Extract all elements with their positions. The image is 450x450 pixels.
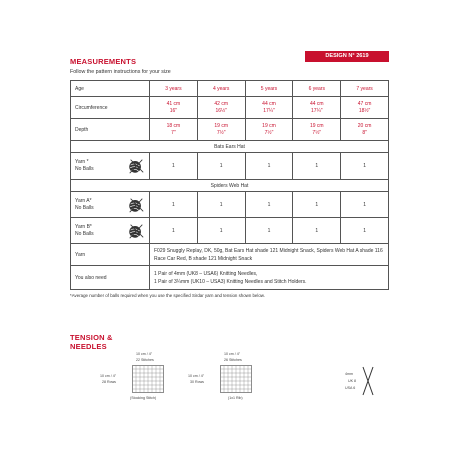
depth-cell: 19 cm 7½" [245, 119, 293, 141]
depth-cell: 19 cm 7½" [293, 119, 341, 141]
circumference-row [71, 97, 389, 119]
yarn-a-label-cell [71, 192, 150, 218]
needle-size [345, 366, 390, 396]
measurements-heading: MEASUREMENTS [70, 57, 137, 66]
ball-count-cell: 1 [245, 218, 293, 244]
ball-count-cell: 1 [341, 192, 389, 218]
bats-ears-hat-title: Bats Ears Hat [71, 141, 389, 153]
ball-count-cell: 1 [245, 153, 293, 180]
intro-text: Follow the pattern instructions for your size [70, 69, 171, 75]
spiders-web-hat-title: Spiders Web Hat [71, 180, 389, 192]
also-need-text: 1 Pair of 4mm (UK8 – USA6) Knitting Needles, 1 Pair of 3¼mm (UK10 – USA3) Knitting Needles and Stitch Holders. [150, 266, 389, 290]
ball-count-cell: 1 [197, 218, 245, 244]
depth-cell: 19 cm 7½" [197, 119, 245, 141]
age-row [71, 81, 389, 97]
rib-gauge [188, 352, 298, 412]
gauge-stitches-label: 22 Stitches [136, 358, 154, 362]
gauge-height-label: 10 cm / 4" [188, 374, 205, 378]
rib-grid-icon [220, 365, 252, 393]
circumference-cell: 42 cm 16½" [197, 97, 245, 119]
spiders-yarn-a-row [71, 192, 389, 218]
footnote: *Average number of balls required when you use the specified Sirdar yarn and tension shown below. [70, 293, 265, 298]
gauge-width-label: 10 cm / 4" [136, 352, 153, 356]
yarn-a-label: Yarn A* [75, 197, 92, 204]
age-cell: 6 years [293, 81, 341, 97]
depth-cell: 18 cm 7" [150, 119, 198, 141]
yarn-ball-icon [127, 157, 145, 175]
circumference-cell: 47 cm 18½" [341, 97, 389, 119]
yarn-label: Yarn * [75, 159, 89, 165]
ball-count-cell: 1 [150, 218, 198, 244]
tension-needles-heading: TENSION & NEEDLES [70, 333, 113, 351]
needle-mm-label: 4mm [345, 372, 353, 376]
ball-count-cell: 1 [197, 153, 245, 180]
spiders-web-section-row [71, 180, 389, 192]
ball-count-cell: 1 [293, 153, 341, 180]
stocking-stitch-caption: (Stocking Stitch) [130, 396, 157, 400]
yarn-ball-icon [127, 222, 145, 240]
age-cell: 7 years [341, 81, 389, 97]
age-cell: 4 years [197, 81, 245, 97]
also-need-label: You also need [71, 266, 150, 290]
bats-yarn-label-cell [71, 153, 150, 180]
ball-count-cell: 1 [293, 218, 341, 244]
measurements-table [70, 80, 389, 290]
gauge-rows-label: 28 Rows [102, 380, 116, 384]
circumference-cell: 41 cm 16" [150, 97, 198, 119]
no-balls-label: No Balls [75, 230, 94, 237]
age-cell: 5 years [245, 81, 293, 97]
ball-count-cell: 1 [293, 192, 341, 218]
gauge-stitches-label: 26 Stitches [224, 358, 242, 362]
gauge-rows-label: 30 Rows [190, 380, 204, 384]
depth-label: Depth [71, 119, 150, 141]
depth-cell: 20 cm 8" [341, 119, 389, 141]
yarn-row-label: Yarn [71, 244, 150, 266]
circumference-cell: 44 cm 17¼" [293, 97, 341, 119]
rib-caption: (1x1 Rib) [228, 396, 243, 400]
ball-count-cell: 1 [341, 218, 389, 244]
ball-count-cell: 1 [150, 192, 198, 218]
crossed-needles-icon [361, 366, 375, 396]
no-balls-label: No Balls [75, 204, 94, 211]
yarn-description: F029 Snuggly Replay, DK, 50g, Bat Ears Hat shade 121 Midnight Snack, Spiders Web Hat A shade 116 Race Car Red, B shade 121 Midnight Snack [150, 244, 389, 266]
yarn-ball-icon [127, 196, 145, 214]
circumference-label: Circumference [71, 97, 150, 119]
ball-count-cell: 1 [150, 153, 198, 180]
ball-count-cell: 1 [245, 192, 293, 218]
age-label: Age [71, 81, 150, 97]
ball-count-cell: 1 [341, 153, 389, 180]
yarn-b-label: Yarn B* [75, 223, 92, 230]
gauge-width-label: 10 cm / 4" [224, 352, 241, 356]
circumference-cell: 44 cm 17¼" [245, 97, 293, 119]
design-number-badge: DESIGN N° 2619 [305, 51, 389, 62]
yarn-description-row [71, 244, 389, 266]
yarn-b-label-cell [71, 218, 150, 244]
spiders-yarn-b-row [71, 218, 389, 244]
also-need-row [71, 266, 389, 290]
stocking-grid-icon [132, 365, 164, 393]
no-balls-label: No Balls [75, 166, 94, 172]
ball-count-cell: 1 [197, 192, 245, 218]
bats-yarn-row [71, 153, 389, 180]
needle-usa-label: USA 6 [345, 386, 356, 390]
needle-uk-label: UK 8 [348, 379, 356, 383]
gauge-height-label: 10 cm / 4" [100, 374, 117, 378]
age-cell: 3 years [150, 81, 198, 97]
depth-row [71, 119, 389, 141]
bats-ears-section-row [71, 141, 389, 153]
